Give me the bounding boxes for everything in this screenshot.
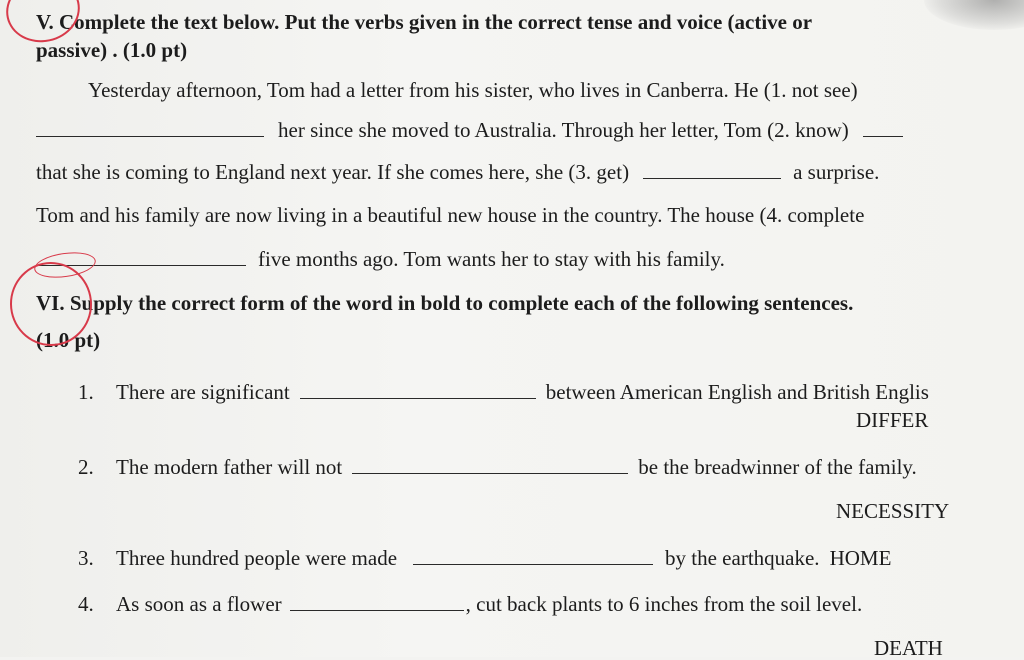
exercise-item-2 xyxy=(78,455,917,479)
passage-line-5 xyxy=(36,247,725,271)
answer-blank-1[interactable] xyxy=(36,118,264,137)
section-5-number: V. xyxy=(36,10,54,34)
exercise-item-4 xyxy=(78,592,862,616)
answer-blank-item-1[interactable] xyxy=(300,380,536,399)
passage-line-2-text: her since she moved to Australia. Through her letter, Tom (2. know) xyxy=(278,118,849,142)
item-number: 4. xyxy=(78,592,94,616)
answer-blank-item-3[interactable] xyxy=(413,546,653,565)
item-3-text-after: by the earthquake. xyxy=(665,546,820,570)
passage-line-3-text-a: that she is coming to England next year. If she comes here, she (3. get) xyxy=(36,160,630,184)
section-5-heading xyxy=(36,10,812,34)
item-1-text-after: between American English and British Englis xyxy=(545,380,929,404)
item-number: 1. xyxy=(78,380,94,404)
section-6-instructions: Supply the correct form of the word in bold to complete each of the following sentences. xyxy=(69,291,854,315)
passage-line-5-text: five months ago. Tom wants her to stay with his family. xyxy=(258,247,725,271)
exercise-item-1 xyxy=(78,380,929,404)
item-4-text-before: As soon as a flower xyxy=(116,592,282,616)
passage-line-2 xyxy=(36,118,903,142)
item-2-root-word: NECESSITY xyxy=(836,499,950,523)
section-6-number: VI. xyxy=(36,291,65,315)
section-6-heading-continued: (1.0 pt) xyxy=(36,328,101,352)
item-2-text-before: The modern father will not xyxy=(116,455,343,479)
passage-line-3-text-b: a surprise. xyxy=(793,160,880,184)
answer-blank-2[interactable] xyxy=(863,118,903,137)
exercise-item-3 xyxy=(78,546,891,570)
answer-blank-item-4[interactable] xyxy=(290,592,464,611)
item-number: 3. xyxy=(78,546,94,570)
passage-line-4: Tom and his family are now living in a beautiful new house in the country. The house (4. complete xyxy=(36,203,865,227)
item-2-text-after: be the breadwinner of the family. xyxy=(638,455,917,479)
page-shadow xyxy=(924,0,1024,30)
section-5-heading-continued: passive) . (1.0 pt) xyxy=(36,38,188,62)
passage-line-1: Yesterday afternoon, Tom had a letter from his sister, who lives in Canberra. He (1. not see) xyxy=(88,78,858,102)
item-4-text-after: , cut back plants to 6 inches from the soil level. xyxy=(465,592,863,616)
answer-blank-item-2[interactable] xyxy=(352,455,628,474)
section-5-instructions: Complete the text below. Put the verbs given in the correct tense and voice (active or xyxy=(58,10,813,34)
answer-blank-3[interactable] xyxy=(643,160,781,179)
item-number: 2. xyxy=(78,455,94,479)
item-3-root-word: HOME xyxy=(829,546,892,570)
item-4-root-word: DEATH xyxy=(874,636,943,660)
item-3-text-before: Three hundred people were made xyxy=(116,546,398,570)
item-1-text-before: There are significant xyxy=(116,380,290,404)
passage-line-3 xyxy=(36,160,879,184)
item-1-root-word: DIFFER xyxy=(856,408,929,432)
section-6-heading xyxy=(36,291,853,315)
